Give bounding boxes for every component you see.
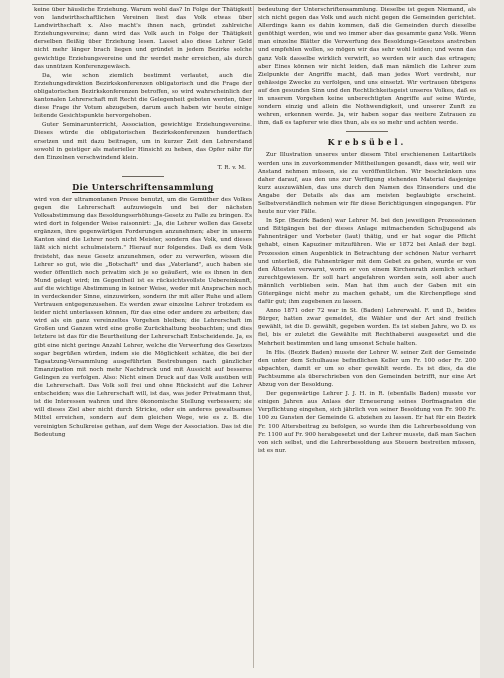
heading-text: Die Unterschriftensammlung	[72, 181, 214, 192]
column-divider	[253, 6, 254, 668]
right-paragraph-1: bedeutung der Unterschriftensammlung. Dieselbe ist gegen Niemand, als sich nicht gegen das Volk und auch nicht gegen die Gemeinden gerichtet. Allerdings kann es dahin kommen, daß die Gemeinden durch dieselbe genöthigt werden, wie und wo immer aber das gesammte ganz Volk. Wenn man einzelne Blätter die Verwerfung des Besoldungs-Gesetzes anstreben und empfehlen wollen, so mögen wir das sehr wohl leiden; und wenn das ganz Volk dasselbe wirklich verwirft, so werden wir auch das ertragen; aber Eines können wir nicht leiden, daß man nämlich die Lehrer zum Zielpunkte der Angriffe macht, daß man jedes Wort verdreht, nur gehässige Zwecke zu verfolgen, und uns einsetzt. Wir vertrauen übrigens auf den gesunden Sinn und den Rechtlichkeitsgeist unseres Volkes, daß es in unserem Vorgehen keine unberechtigten Angriffe auf seine Würde, sondern einzig und allein die Nothwendigkeit, und unserer Zunft zu wehren, erkennen werde. Ja, wir haben sogar das weitere Zutrauen zu ihm, daß es tapferer wie dies thun, als es so mehr und achten werde.	[258, 7, 476, 127]
left-paragraph-3: Guter Seminarunterricht, Association, gewichtige Erziehungsvereine. Dieses würde die obligatorischen Bezirkskonferenzen hundertfach ersetzen und mit dazu beitragen, um in kurzer Zeit den Lehrerstand sowohl in geistiger als materieller Hinsicht zu heben, das Opfer nähr für den Einzelnen verschwindend klein.	[34, 122, 252, 161]
left-paragraph-2: Da, wie schon ziemlich bestimmt verlautet, auch die Erziehungsdirektion Bezirkskonferenzen obligatorisch und die Frage der obligatorischen Bezirkskonferenzen betroffen, so wird wahrscheinlich der kantonalen Lehrerschaft mit Recht die Gelegenheit geboten werden, über diese Frage ihr Votum abzugeben, darum auch haben wir heute einige leitende Gesichtspunkte hervorgehoben.	[34, 72, 252, 120]
right-paragraph-6: Der gegenwärtige Lehrer J. J. H. in R. (ebenfalls Baden) musste vor einigen Jahren aus Anlass der Erneuerung seines Dorfmagnaten die Verpflichtung eingehen, sich jährlich von seiner Besoldung von Fr. 900 Fr. 100 zu Gunsten der Gemeinde G. abziehen zu lassen. Er hat für ein Bezirk Fr. 100 Altersbeitrag zu befolgen, so wurde ihm die Lehrerbesoldung von Fr. 1100 auf Fr. 900 herabgesetzt und der Lehrer musste, daß man Sachen von sich selbst, und die Lehrerbesoldung aus Steuern bestreiten müssen, ist es nur.	[258, 391, 476, 454]
left-paragraph-4: wird von der ultramontanen Presse benutzt, um die Gemüther des Volkes gegen die Lehrerschaft aufzuwiegeln und bei der nächsten Volksabstimmung das Besoldungserhöhungs-Gesetz zu Falle zu bringen. Es wird dort in folgender Weise raisonnirt: „Ja, die Lehrer wollen das Gesetz ergänzen, ihre gegenwärtigen Forderungen anzunehmen; aber in unserm Kanton sind die Lehrer noch nicht Meister, sondern das Volk, und dieses läßt sich nicht schulmeistern." Hierauf nur folgendes. Daß es dem Volk freisteht, das neue Gesetz anzunehmen, oder zu verwerfen, wissen die Lehrer so gut, wie die „Botschaft" und das „Vaterland", auch haben sie weder öffentlich noch privatim sich je so geäußert, wie es ihnen in den Mund gelegt wird; im Gegentheil ist es rücksichtsvollste Uebereinkunft, auf die wichtige Abstimmung in keiner Weise, weder mit Ansprachen noch in verdeckender Sinne, einzuwirken, sondern ihr mit aller Ruhe und allem Vertrauen entgegenzusehen. Es werden zwar einzelne Lehrer trotzdem es leider nicht unterlassen können, für das eine oder andere zu arbeiten; das wird als ein ganz vereinzeltes Vorgehen bleiben; die Lehrerschaft im Großen und Ganzen wird eine große Zurückhaltung beobachten; und dies letztere ist das für die Beurtheilung der Lehrerschaft Entscheidende. Ja, es gibt eine nicht geringe Anzahl Lehrer, welche die Verwerfung des Gesetzes sogar begrüßen würden, indem sie die Möglichkeit schätze, die bei der Tagsatzung-Versammlung ausgeführten Bestrebungen nach gänzlicher Emanzipation mit noch mehr Nachdruck und mit Aussicht auf besseres Gelingen zu verfolgen. Also: Nicht einen Druck auf das Volk ausüben will die Lehrerschaft. Das Volk soll frei und ohne Rücksicht auf die Lehrer entscheiden; was die Lehrerschaft will, ist das, was jeder Privatmann thut, ist die Interessen wahren und ihre ökonomische Stellung verbessern; sie will dieses Ziel aber nicht durch Stricke, oder ein anderes gewaltsames Mittel erreichen, sondern auf dem gleichen Wege, wie es z. B. die vereinigten Schulkreise gethan, auf dem Wege der Association. Das ist die Bedeutung	[34, 196, 252, 438]
top-rule	[32, 4, 468, 5]
section-divider	[346, 131, 388, 132]
newspaper-page	[10, 0, 480, 678]
right-paragraph-3: In Spr. (Bezirk Baden) war Lehrer M. bei den jeweiligen Prozessionen und Bittgängen bei der dieses Anlage mitmachenden Schuljugend als Fahnenträger und Vorbeter (laut) thätig, und er hat sogar die Pflicht gehabt, einen Kapuziner mitzuführen. Wie er 1872 bei Anlaß der bzgl. Prozession einen Augenblick in Betrachtung der schönen Natur verharrt und unterließ, die Fahnenträger mit dem Gebet zu gehen, wurde er von den Ältesten verwarnt, worin er von einem Kirchenrath ziemlich scharf zurechtgewiesen. Er soll hart angefahren worden sein, soll aber auch männlich verblieben sein. Man hat ihm auch der Gaben mit ein Gütergänge nicht mehr zu machen gehabt, um die Kirchenpflege sind dafür gut; ihm zugebenen zu lassen.	[258, 218, 476, 306]
right-paragraph-4: Anno 1871 oder 72 war in St. (Baden) Lehrerwahl. F. und D., beides Bürger, hatten zwar gemeldet, die Wähler und der Art sind freilich gewählt, ist die D. gewählt, gegeben worden. Es ist sieben Jahre, wo D. es fiel, bis er zuletzt die Gewählte mit Rechthaberei ausgesetzt und die Mehrheit bestimmten und lang umsonst Schule halten.	[258, 308, 476, 347]
article-heading-krebsuebel: Krebsübel.	[327, 137, 407, 148]
left-column	[34, 6, 252, 440]
right-paragraph-2: Zur Illustration unseres unter diesem Titel erschienenen Leitartikels werden uns in zuvorkommender Mittheilungen gesandt, dass wir, weil wir Anstand nehmen müssen, sie zu veröffentlichen. Wir beschränken uns daher darauf, aus den uns zur Verfügung stehenden Material dasjenige kurz auszuwählen, das uns durch den Namen des Einsenders und die Angabe der Details als das am meisten beglaubigte erscheint. Selbstverständlich nehmen wir für diese Berichtigungen eingegangen. Für heute nur vier Fälle.	[258, 152, 476, 216]
section-divider	[122, 176, 164, 177]
right-paragraph-5: In His. (Bezirk Baden) musste der Lehrer W. seiner Zeit der Gemeinde den unter dem Schulhause befindlichen Keller um Fr. 100 oder Fr. 200 abpachten, damit er um so eher gewählt werde. Es ist dies, da die Pachtsumme als überschrieben von den Gemeinden betrifft, nur eine Art Abzug von der Besoldung.	[258, 349, 476, 389]
left-paragraph-1: keine über häusliche Erziehung. Warum wohl das? In Folge der Thätigkeit von landwirthschaftlichen Vereinen liest das Volk etwas über Landwirthschaft x. Also macht's ihnen nach, gründet zahlreiche Erziehungsvereine; dann wird das Volk auch in Folge der Thätigkeit derselben fleißig über Erziehung lesen. Lasset also diese Lehrer Geld nicht mehr länger brach liegen und gründet in jedem Bezirke solche gewichtige Erziehungsvereine und ihr werdet mehr erreichen, als durch das unnützen Konferenzgewäsch.	[34, 7, 252, 70]
article-heading-unterschriftensammlung	[34, 182, 252, 193]
right-column	[258, 6, 476, 456]
author-signature: T. R. v. M.	[217, 164, 246, 171]
